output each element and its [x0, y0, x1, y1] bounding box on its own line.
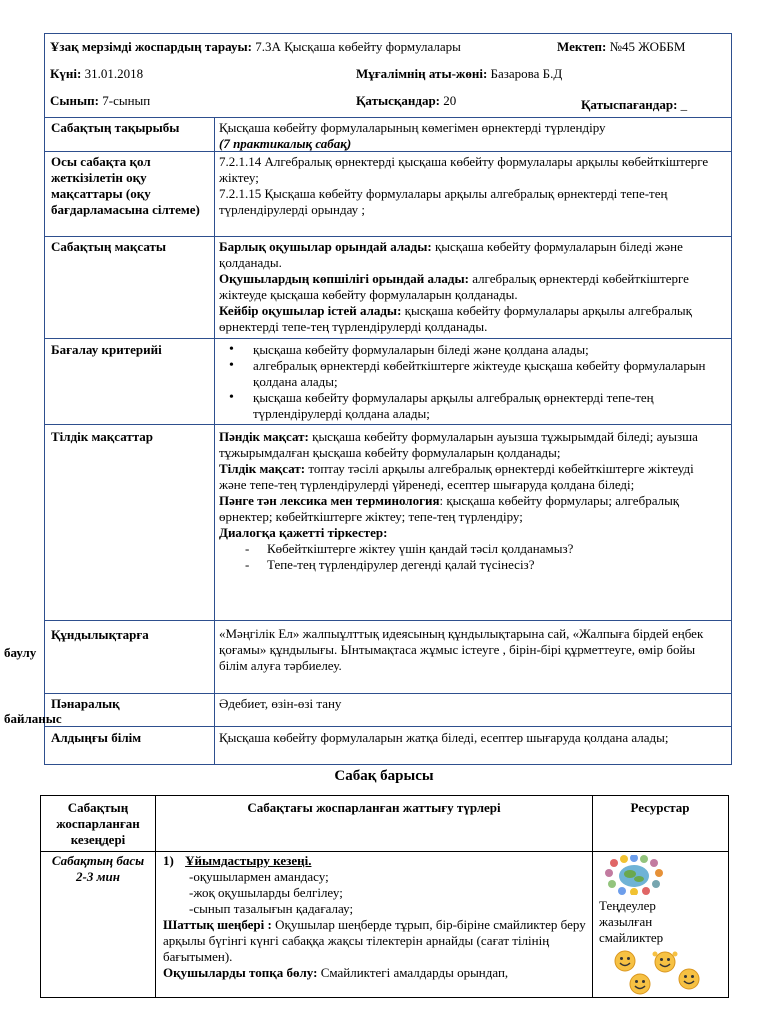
grouping	[163, 965, 587, 981]
language-goal-text: топтау тәсілі арқылы алгебралық өрнектерді көбейткіштерге жіктеуді және тепе-тең түрлендірулерді үйренеді, есептер шығаруда қолдана біледі;	[219, 461, 694, 492]
step-item: -сынып тазалығын қадағалау;	[189, 901, 354, 916]
criteria-label: Бағалау критерийі	[51, 342, 162, 357]
teacher-label: Мұғалімнің аты-жөні:	[356, 66, 488, 81]
school-line	[557, 39, 685, 55]
smiley-icon	[678, 968, 700, 990]
smiley-icon	[652, 948, 678, 974]
language-goals-content	[219, 429, 721, 573]
activities-content	[163, 853, 587, 981]
criteria-list	[219, 342, 719, 422]
topic-label: Сабақтың тақырыбы	[51, 120, 180, 135]
smiley-icon	[614, 950, 636, 972]
subject-goal-label: Пәндік мақсат:	[219, 429, 309, 444]
dialog-phrases-list	[219, 541, 721, 573]
objective-most-text: алгебралық өрнектерді көбейткіштерге жіктеуде қысқаша көбейту формулаларын қолданады.	[219, 271, 689, 302]
joy-circle-label: Шаттық шеңбері :	[163, 917, 272, 932]
class-value: 7-сынып	[102, 93, 151, 108]
children-globe-image	[604, 855, 664, 895]
section-title: Сабақ барысы	[334, 768, 434, 784]
absent-value: _	[680, 97, 688, 112]
activities-column-header: Сабақтағы жоспарланған жаттығу түрлері	[247, 800, 501, 815]
cross-links-label-line1: Пәнаралық	[51, 696, 120, 711]
school-label: Мектеп:	[557, 39, 607, 54]
joy-circle-text: Оқушылар шеңберде тұрып, бір-біріне смайликтер беру арқылы бүгінгі күнгі сабаққа жақсы тілектерін арнайды (сағат тілінің бағытымен).	[163, 917, 586, 964]
plan-section-value: 7.3А Қысқаша көбейту формулалары	[255, 39, 461, 54]
objectives-content	[219, 239, 727, 335]
prior-knowledge-label: Алдыңғы білім	[51, 730, 142, 745]
school-value: №45 ЖОББМ	[609, 39, 686, 54]
step-title: Ұйымдастыру кезеңі.	[185, 853, 312, 868]
teacher-value: Базарова Б.Д	[490, 66, 563, 81]
learning-goal-1: 7.2.1.14 Алгебралық өрнектерді қысқаша көбейту формулалары арқылы көбейткіштерге жіктеу;	[219, 154, 709, 185]
criteria-content	[219, 342, 719, 422]
learning-goal-2: 7.2.1.15 Қысқаша көбейту формулалары арқылы алгебралық өрнектерді тепе-тең түрлендірулерді орындау ;	[219, 186, 668, 217]
values-text: «Мәңгілік Ел» жалпыұлттық идеясының құндылықтарына сай, «Жалпыға бірдей еңбек қоғамы» құндылығы. Ынтымақтаса жұмыс істеуге , бірін-бірі құрметтеуге, өмір бойы білім алуға тәрбиелеу.	[219, 626, 704, 673]
vocabulary-label: Пәнге тән лексика мен терминология	[219, 493, 440, 508]
present-label: Қатысқандар:	[356, 93, 441, 108]
absent-label: Қатыспағандар:	[581, 97, 678, 112]
cross-links-label-line2: байланыс	[4, 711, 62, 726]
stage-column-header: Сабақтың жоспарланған кезеңдері	[56, 800, 140, 847]
objective-most	[219, 271, 727, 303]
cross-links-text: Әдебиет, өзін-өзі тану	[219, 696, 342, 711]
smiley-icon	[628, 972, 652, 996]
resource-text: Теңдеулер жазылған смайликтер	[599, 898, 664, 945]
lesson-stage: Сабақтың басы 2-3 мин	[51, 853, 145, 884]
step-number: 1)	[163, 853, 174, 868]
absent-line	[581, 97, 687, 113]
values-label-line1: Құндылықтарға	[51, 627, 149, 642]
criteria-item: • қысқаша көбейту формулалары арқылы алгебралық өрнектерді тепе-тең түрлендірулерді қолдана алады;	[219, 390, 719, 422]
topic-content	[219, 120, 727, 152]
joy-circle	[163, 917, 587, 965]
dialog-phrase: - Көбейткіштерге жіктеу үшін қандай тәсіл қолданамыз?	[219, 541, 721, 557]
present-line	[356, 93, 456, 109]
values-label-line2: баулу	[4, 645, 37, 660]
teacher-line	[356, 66, 562, 82]
dialog-phrases-label: Диалогқа қажетті тіркестер:	[219, 525, 388, 540]
language-goal	[219, 461, 721, 493]
objective-all-label: Барлық оқушылар орындай алады:	[219, 239, 432, 254]
prior-knowledge-text: Қысқаша көбейту формулаларын жатқа біледі, есептер шығаруда қолдана алады;	[219, 730, 669, 745]
step-item: -оқушылармен амандасу;	[189, 869, 329, 884]
grouping-label: Оқушыларды топқа бөлу:	[163, 965, 318, 980]
language-goal-label: Тілдік мақсат:	[219, 461, 306, 476]
vocabulary	[219, 493, 721, 525]
language-goals-label: Тілдік мақсаттар	[51, 429, 154, 444]
objective-some-label: Кейбір оқушылар істей алады:	[219, 303, 402, 318]
criteria-item: • алгебралық өрнектерді көбейткіштерге жіктеуде қысқаша көбейту формулаларын қолдана алады;	[219, 358, 719, 390]
topic-note: (7 практикалық сабақ)	[219, 136, 352, 151]
objective-all	[219, 239, 727, 271]
present-value: 20	[443, 93, 457, 108]
date-label: Күні:	[50, 66, 82, 81]
date-line	[50, 66, 143, 82]
objective-most-label: Оқушылардың көпшілігі орындай алады:	[219, 271, 469, 286]
step-heading	[163, 853, 587, 869]
subject-goal-text: қысқаша көбейту формулаларын ауызша тұжырымдай біледі; ауызша тұжырымдалған қысқаша көбейту формулаларын қолданады;	[219, 429, 698, 460]
learning-goals-content	[219, 154, 727, 218]
topic-text: Қысқаша көбейту формулаларының көмегімен өрнектерді түрлендіру	[219, 120, 606, 135]
date-value: 31.01.2018	[84, 66, 144, 81]
resources-column-header: Ресурстар	[630, 800, 690, 815]
learning-goals-label: Осы сабақта қол жеткізілетін оқу мақсаттары (оқу бағдарламасына сілтеме)	[51, 154, 200, 217]
subject-goal	[219, 429, 721, 461]
objectives-label: Сабақтың мақсаты	[51, 239, 167, 254]
criteria-item: • қысқаша көбейту формулаларын біледі және қолдана алады;	[219, 342, 719, 358]
class-label: Сынып:	[50, 93, 99, 108]
vocabulary-text: : қысқаша көбейту формулары; алгебралық өрнектер; көбейткіштерге жіктеу; тепе-тең түрлендіру;	[219, 493, 680, 524]
dialog-phrase: - Тепе-тең түрлендірулер дегенді қалай түсінесіз?	[219, 557, 721, 573]
class-line	[50, 93, 150, 109]
step-item: -жоқ оқушыларды белгілеу;	[189, 885, 343, 900]
objective-some	[219, 303, 727, 335]
plan-section-line	[50, 39, 461, 55]
objective-some-text: қысқаша көбейту формулалары арқылы алгебралық өрнектерді тепе-тең түрлендірулерді қолданады.	[219, 303, 692, 334]
plan-section-label: Ұзақ мерзімді жоспардың тарауы:	[50, 39, 252, 54]
objective-all-text: қысқаша көбейту формулаларын біледі және қолданады.	[219, 239, 683, 270]
grouping-text: Смайликтегі амалдарды орындап,	[317, 965, 509, 980]
